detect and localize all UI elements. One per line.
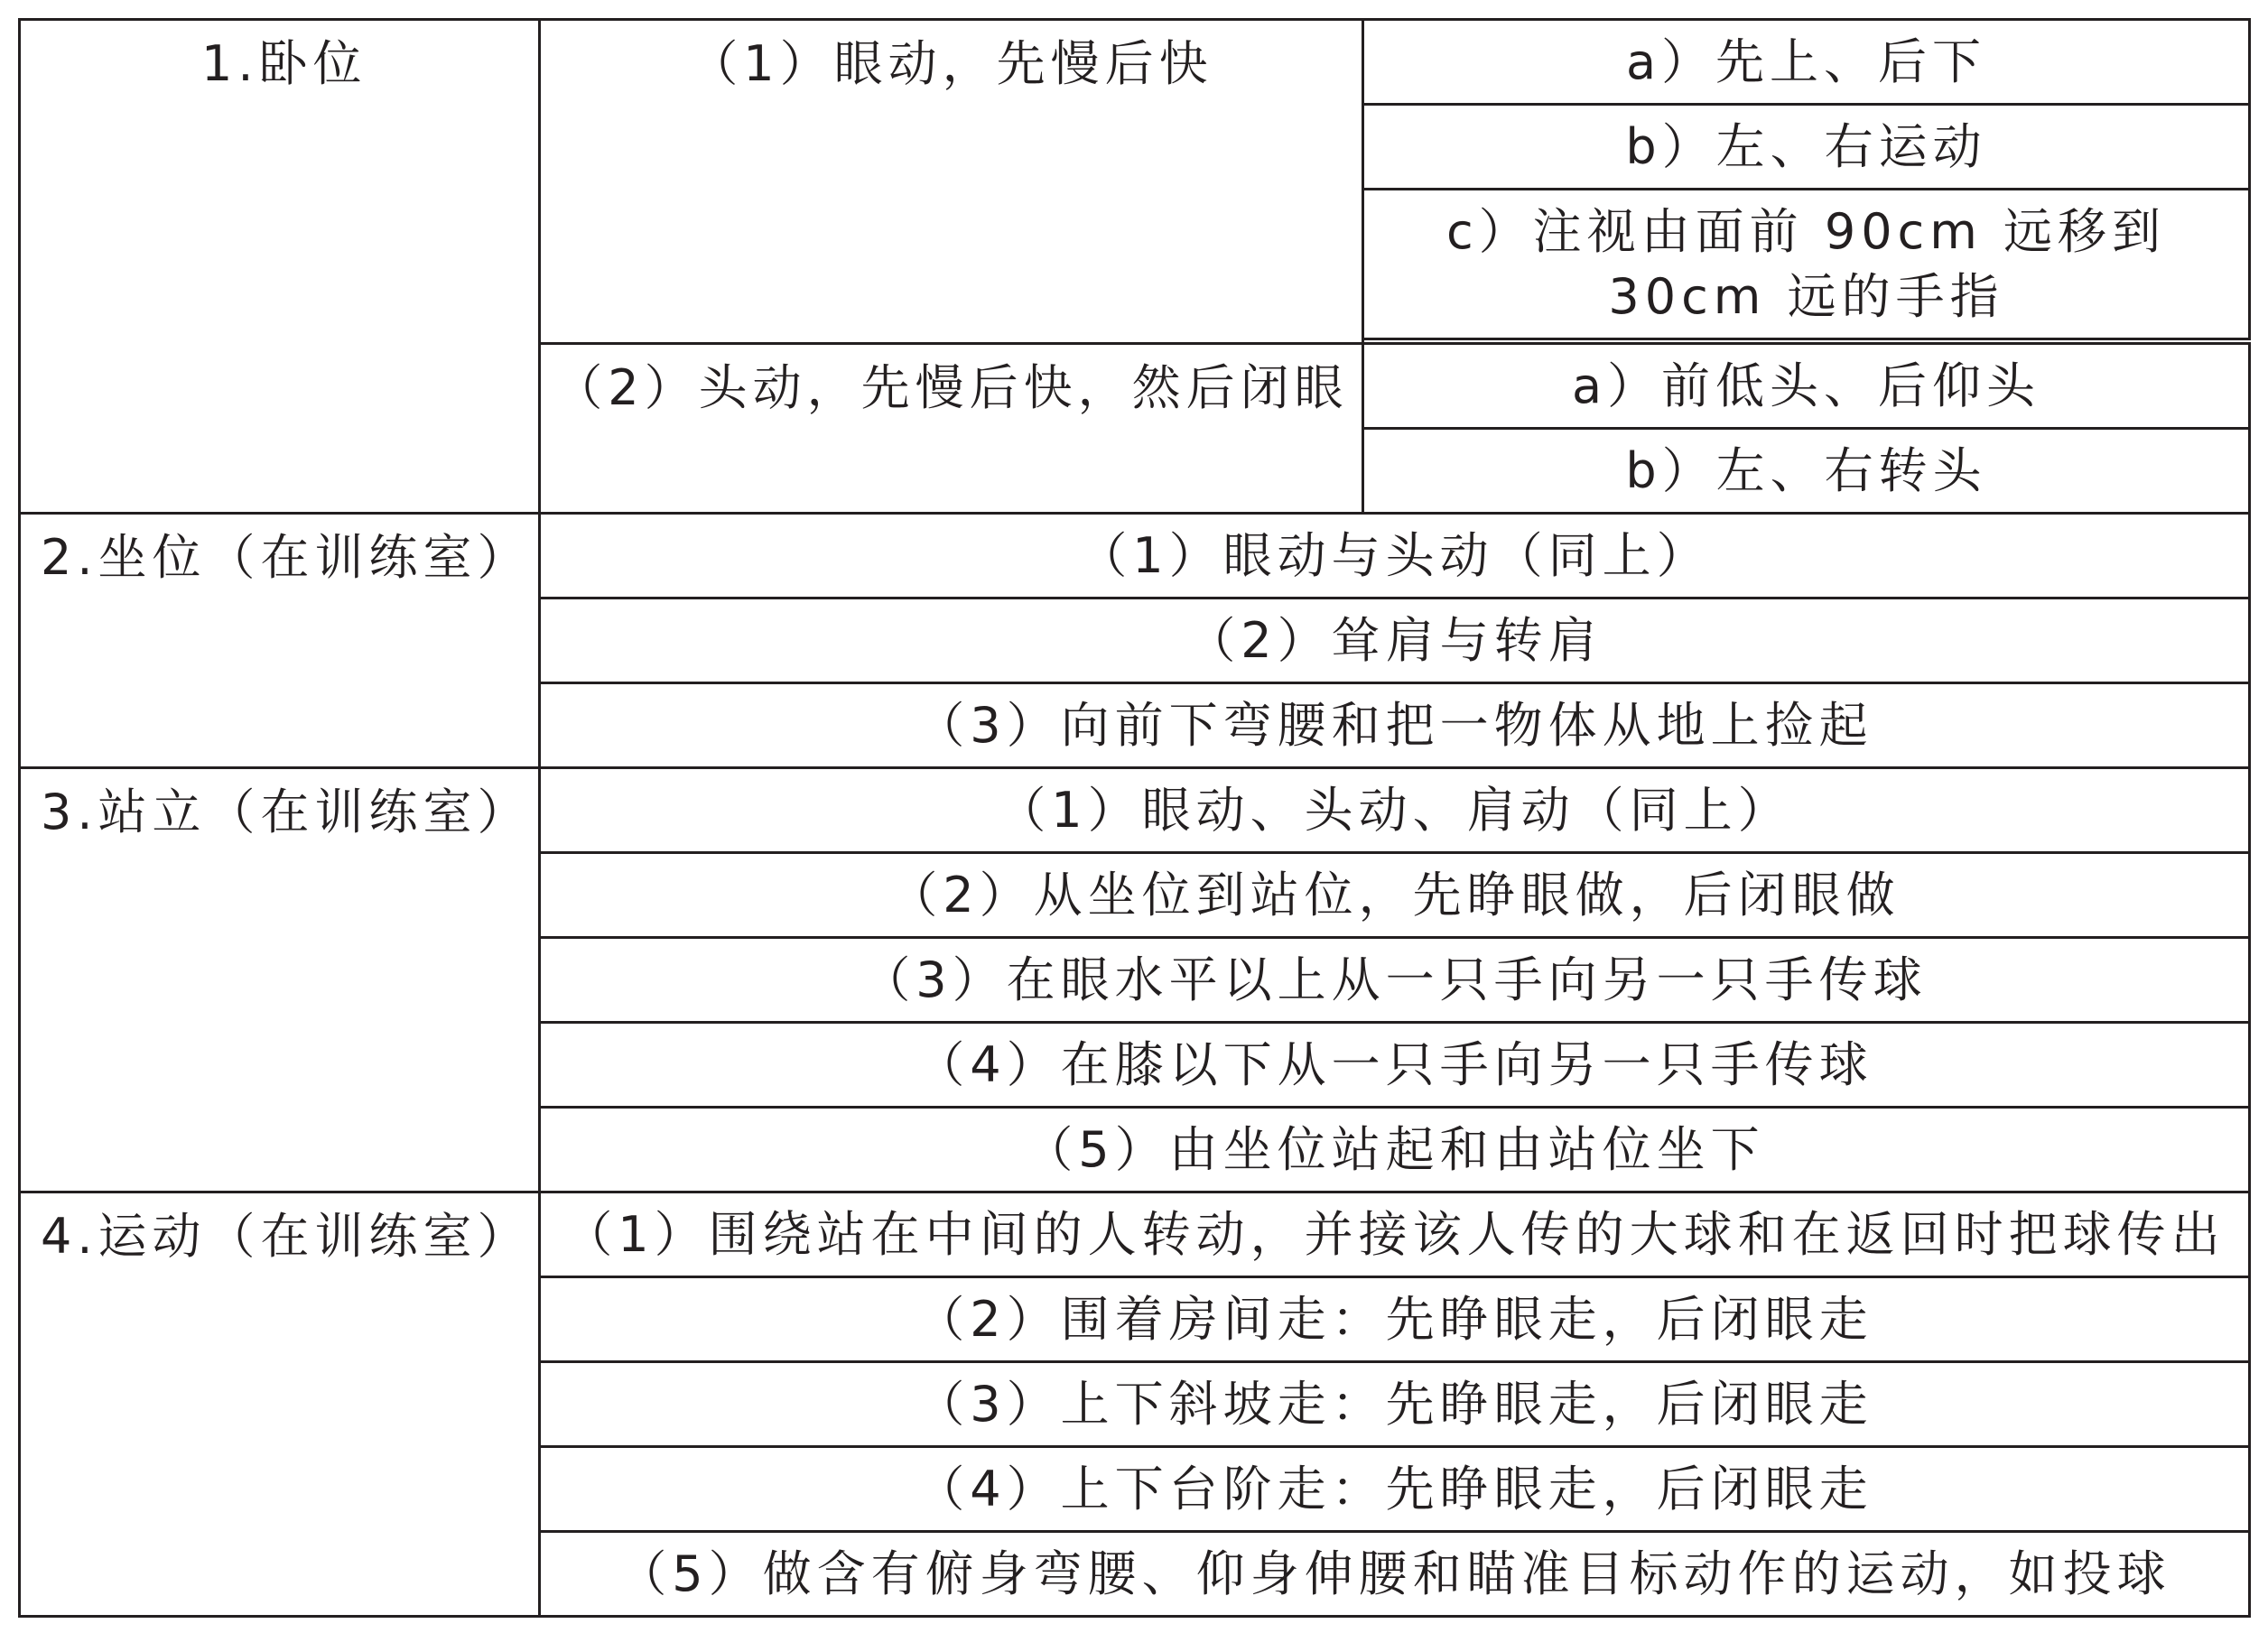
item-cell: b）左、右运动 xyxy=(1363,105,2250,190)
position-cell-motion: 4.运动（在训练室） xyxy=(20,1192,540,1617)
position-cell-sitting: 2.坐位（在训练室） xyxy=(20,514,540,768)
item-cell: （4）在膝以下从一只手向另一只手传球 xyxy=(540,1023,2250,1108)
position-cell-standing: 3.站立（在训练室） xyxy=(20,768,540,1192)
item-cell: （3）向前下弯腰和把一物体从地上捡起 xyxy=(540,683,2250,768)
item-cell: （3）上下斜坡走：先睁眼走，后闭眼走 xyxy=(540,1362,2250,1447)
group-cell-eye-movement: （1）眼动，先慢后快 xyxy=(540,20,1363,344)
group-cell-head-movement: （2）头动，先慢后快，然后闭眼 xyxy=(540,344,1363,514)
item-cell: c）注视由面前 90cm 远移到 30cm 远的手指 xyxy=(1363,190,2250,339)
item-cell: a）前低头、后仰头 xyxy=(1363,344,2250,429)
table-row xyxy=(20,1192,2250,1277)
item-cell: （1）眼动与头动（同上） xyxy=(540,514,2250,598)
table-row xyxy=(20,514,2250,598)
item-cell: b）左、右转头 xyxy=(1363,429,2250,514)
item-cell: （4）上下台阶走：先睁眼走，后闭眼走 xyxy=(540,1447,2250,1532)
item-cell: （2）围着房间走：先睁眼走，后闭眼走 xyxy=(540,1277,2250,1362)
item-cell: （5）做含有俯身弯腰、仰身伸腰和瞄准目标动作的运动，如投球 xyxy=(540,1532,2250,1617)
item-cell: a）先上、后下 xyxy=(1363,20,2250,105)
item-cell: （1）眼动、头动、肩动（同上） xyxy=(540,768,2250,853)
table-row xyxy=(20,20,2250,105)
item-cell: （2）耸肩与转肩 xyxy=(540,598,2250,683)
item-cell: （2）从坐位到站位，先睁眼做，后闭眼做 xyxy=(540,853,2250,938)
item-cell: （1）围绕站在中间的人转动，并接该人传的大球和在返回时把球传出 xyxy=(540,1192,2250,1277)
item-cell: （3）在眼水平以上从一只手向另一只手传球 xyxy=(540,938,2250,1023)
item-cell: （5）由坐位站起和由站位坐下 xyxy=(540,1108,2250,1192)
position-cell-lying: 1.卧位 xyxy=(20,20,540,514)
table-row xyxy=(20,768,2250,853)
exercise-table xyxy=(18,18,2251,1618)
